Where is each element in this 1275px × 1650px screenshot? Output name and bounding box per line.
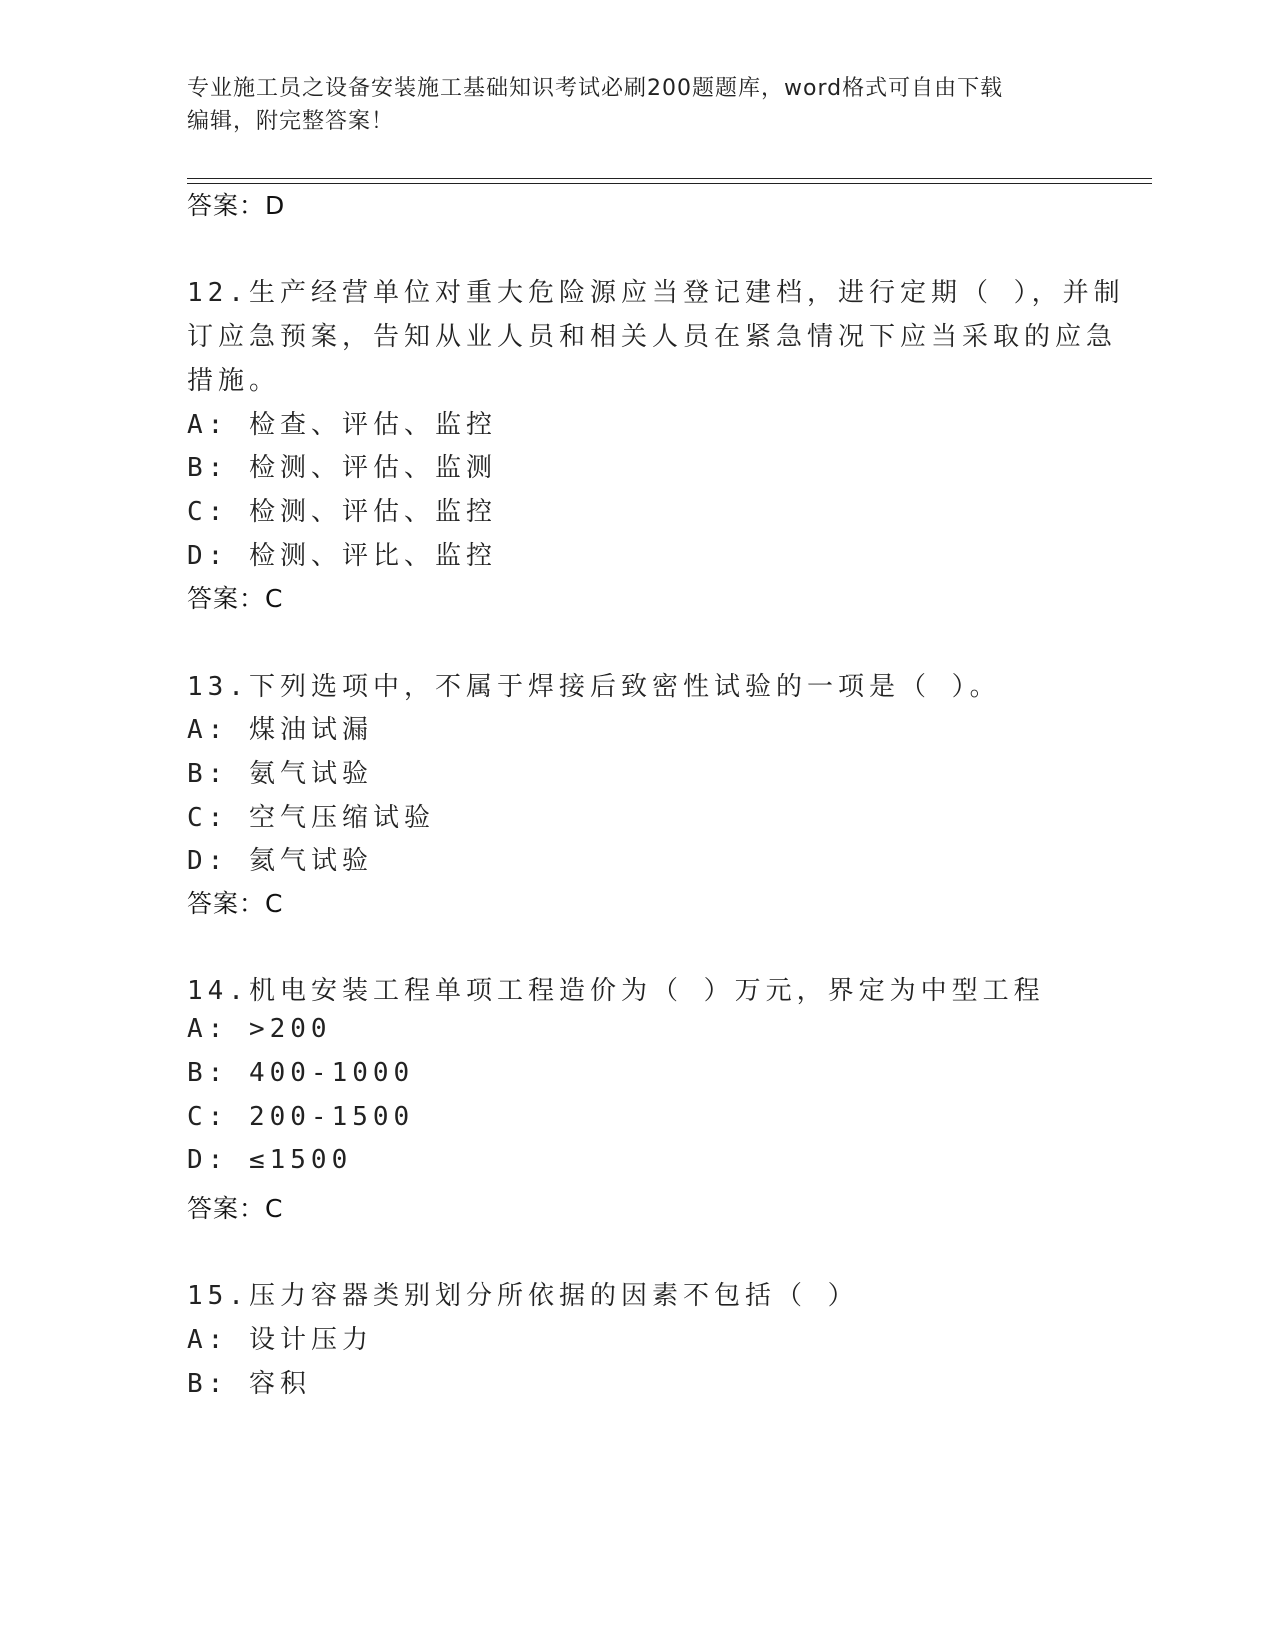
question-12-option-d: D: 检测、评比、监控 — [187, 541, 497, 571]
question-14-option-c: C: 200-1500 — [187, 1102, 415, 1132]
question-15-text-line-1: 15.压力容器类别划分所依据的因素不包括（ ） — [187, 1281, 859, 1311]
question-12-text-line-2: 订应急预案，告知从业人员和相关人员在紧急情况下应当采取的应急 — [187, 322, 1118, 352]
question-12-text-line-3: 措施。 — [187, 366, 281, 396]
question-13-option-a: A: 煤油试漏 — [187, 715, 373, 745]
header-divider-bottom — [187, 183, 1152, 184]
question-13-text-line-1: 13.下列选项中，不属于焊接后致密性试验的一项是（ ）。 — [187, 672, 1001, 702]
question-12-option-c: C: 检测、评估、监控 — [187, 497, 497, 527]
header-divider-top — [187, 178, 1152, 179]
header-title-line-1: 专业施工员之设备安装施工基础知识考试必刷200题题库，word格式可自由下载 — [187, 76, 1004, 101]
question-12-text-line-1: 12.生产经营单位对重大危险源应当登记建档，进行定期（ ），并制 — [187, 278, 1125, 308]
question-13-option-d: D: 氦气试验 — [187, 846, 373, 876]
document-header — [187, 72, 1067, 138]
header-title-line-2: 编辑，附完整答案！ — [187, 109, 395, 134]
question-14-option-b: B: 400-1000 — [187, 1058, 415, 1088]
question-12-option-b: B: 检测、评估、监测 — [187, 453, 497, 483]
question-13-option-c: C: 空气压缩试验 — [187, 803, 435, 833]
previous-answer: 答案：D — [187, 191, 286, 220]
question-14-option-a: A: >200 — [187, 1014, 332, 1044]
question-14-text-line-1: 14.机电安装工程单项工程造价为（ ）万元，界定为中型工程 — [187, 976, 1045, 1006]
question-15-option-a: A: 设计压力 — [187, 1325, 373, 1355]
question-12-option-a: A: 检查、评估、监控 — [187, 410, 497, 440]
question-12-answer: 答案：C — [187, 584, 284, 613]
question-15-option-b: B: 容积 — [187, 1369, 311, 1399]
question-14-option-d: D: ≤1500 — [187, 1145, 353, 1175]
question-13-option-b: B: 氨气试验 — [187, 759, 373, 789]
question-13-answer: 答案：C — [187, 889, 284, 918]
question-14-answer: 答案：C — [187, 1194, 284, 1223]
